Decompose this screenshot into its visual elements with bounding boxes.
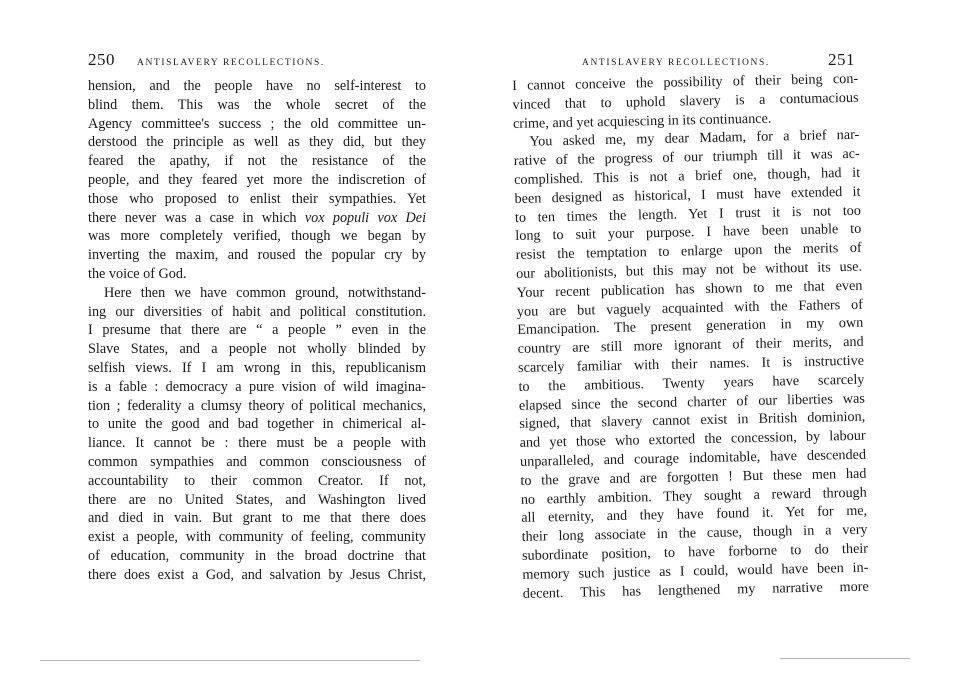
text-line: rative of the progress of our triumph till it was ac- <box>513 145 860 170</box>
left-page-text <box>88 77 426 585</box>
right-paragraph-2 <box>513 126 869 603</box>
text-line: there are no United States, and Washington lived <box>88 491 426 508</box>
text-line: you are but vaguely acquainted with the Fathers of <box>516 296 864 320</box>
text-line: Slave States, and a people not wholly blinded by <box>88 341 426 358</box>
text-line: is a fable : democracy a pure vision of wild imagina- <box>88 378 426 395</box>
text-line: feared the apathy, if not the resistance of the <box>88 153 426 170</box>
text-line: You asked me, my dear Madam, for a brief nar- <box>529 127 860 151</box>
text-line: unparalleled, and courage indomitable, have descended <box>519 446 867 470</box>
text-line: accountability to their common Creator. If not, <box>88 472 426 489</box>
text-line: country are still more ignorant of their merits, and <box>517 333 864 358</box>
text-line: to the grave and are forgotten ! But these men had <box>520 465 867 489</box>
left-page-header <box>88 50 428 70</box>
text-line: vinced that to uphold slavery is a contumacious <box>512 89 859 113</box>
text-line: there does exist a God, and salvation by Jesus Christ, <box>88 566 426 583</box>
scan-artifact-line <box>780 658 910 659</box>
text-line: Your recent publication has shown to me that even <box>516 277 863 301</box>
left-running-head: ANTISLAVERY RECOLLECTIONS. <box>137 58 325 68</box>
text-line: resist the temptation to enlarge upon the merits of <box>515 239 862 264</box>
text-line: and yet those who extorted the concession, by labour <box>519 427 866 452</box>
text-line: all eternity, and they have found it. Yet for me, <box>521 502 868 527</box>
text-line: been designed as historical, I must have extended it <box>514 183 861 207</box>
text-line: to unite the good and bad together in chimerical al- <box>88 416 426 433</box>
text-line: derstood the principle as well as they did, but they <box>88 134 426 151</box>
right-page <box>490 0 980 693</box>
text-line: exist a people, with community of feeling, community <box>88 529 426 546</box>
text-line: the voice of God. <box>88 265 187 282</box>
right-page-header <box>510 50 855 70</box>
text-line: there never was a case in which vox populi vox Dei <box>88 209 426 226</box>
text-line: to the ambitious. Twenty years have scarcely <box>518 371 865 395</box>
text-line: memory such justice as I could, would have been in- <box>522 559 869 583</box>
text-line: Emancipation. The present generation in my own <box>517 315 864 339</box>
text-line: to ten times the length. Yet I trust it is not too <box>514 202 862 226</box>
right-page-text <box>512 70 869 603</box>
text-line: hension, and the people have no self-interest to <box>88 78 426 94</box>
text-line: ing our diversities of habit and political constitution. <box>88 303 426 320</box>
text-line: complished. This is not a brief one, though, had it <box>513 164 861 188</box>
right-paragraph-1 <box>512 70 859 134</box>
right-page-number: 251 <box>828 50 855 69</box>
text-line: our abolitionists, but this may not be without its use. <box>515 258 863 282</box>
text-line: decent. This has lengthened my narrative more <box>522 578 869 602</box>
text-line: elapsed since the second charter of our liberties was <box>518 390 865 414</box>
latin-phrase: vox populi vox Dei <box>304 209 426 226</box>
text-line: liance. It cannot be : there must be a people with <box>88 435 426 452</box>
text-line: no earthly ambition. They sought a reward through <box>520 484 867 508</box>
text-line: their long associate in the cause, though in a very <box>521 521 868 546</box>
text-line: blind them. This was the whole secret of the <box>88 96 426 113</box>
text-line: long to suit your purpose. I have been unable to <box>515 221 862 245</box>
text-line: selfish views. If I am wrong in this, republicanism <box>88 359 426 376</box>
scan-artifact-line <box>40 660 420 661</box>
text-line: I cannot conceive the possibility of their being con- <box>512 70 859 94</box>
text-line: was more completely verified, though we began by <box>88 228 426 245</box>
text-line: I presume that there are “ a people ” even in the <box>88 322 426 339</box>
text-line: common sympathies and common consciousness of <box>88 453 426 470</box>
text-line: people, and they feared yet more the indiscretion of <box>88 171 426 188</box>
right-running-head: ANTISLAVERY RECOLLECTIONS. <box>582 58 770 68</box>
left-paragraph-1 <box>88 77 426 284</box>
text-line: those who proposed to enlist their sympathies. Yet <box>88 190 426 207</box>
text-line: crime, and yet acquiescing in its continuance. <box>512 110 772 132</box>
left-page-number: 250 <box>88 50 115 69</box>
text-line: Agency committee's success ; the old committee un- <box>88 115 426 132</box>
text-line: tion ; federality a clumsy theory of political mechanics, <box>88 397 426 414</box>
text-line: scarcely familiar with their names. It is instructive <box>517 352 865 376</box>
text-line: inverting the maxim, and roused the popular cry by <box>88 247 426 264</box>
text-line: of education, community in the broad doctrine that <box>88 547 426 564</box>
text-line: subordinate position, to have forborne to do their <box>521 540 869 564</box>
text-line: Here then we have common ground, notwithstand- <box>104 284 426 301</box>
text-line: and died in vain. But grant to me that there does <box>88 510 426 527</box>
left-paragraph-2 <box>88 284 426 585</box>
text-line: signed, that slavery cannot exist in British dominion, <box>519 409 866 433</box>
